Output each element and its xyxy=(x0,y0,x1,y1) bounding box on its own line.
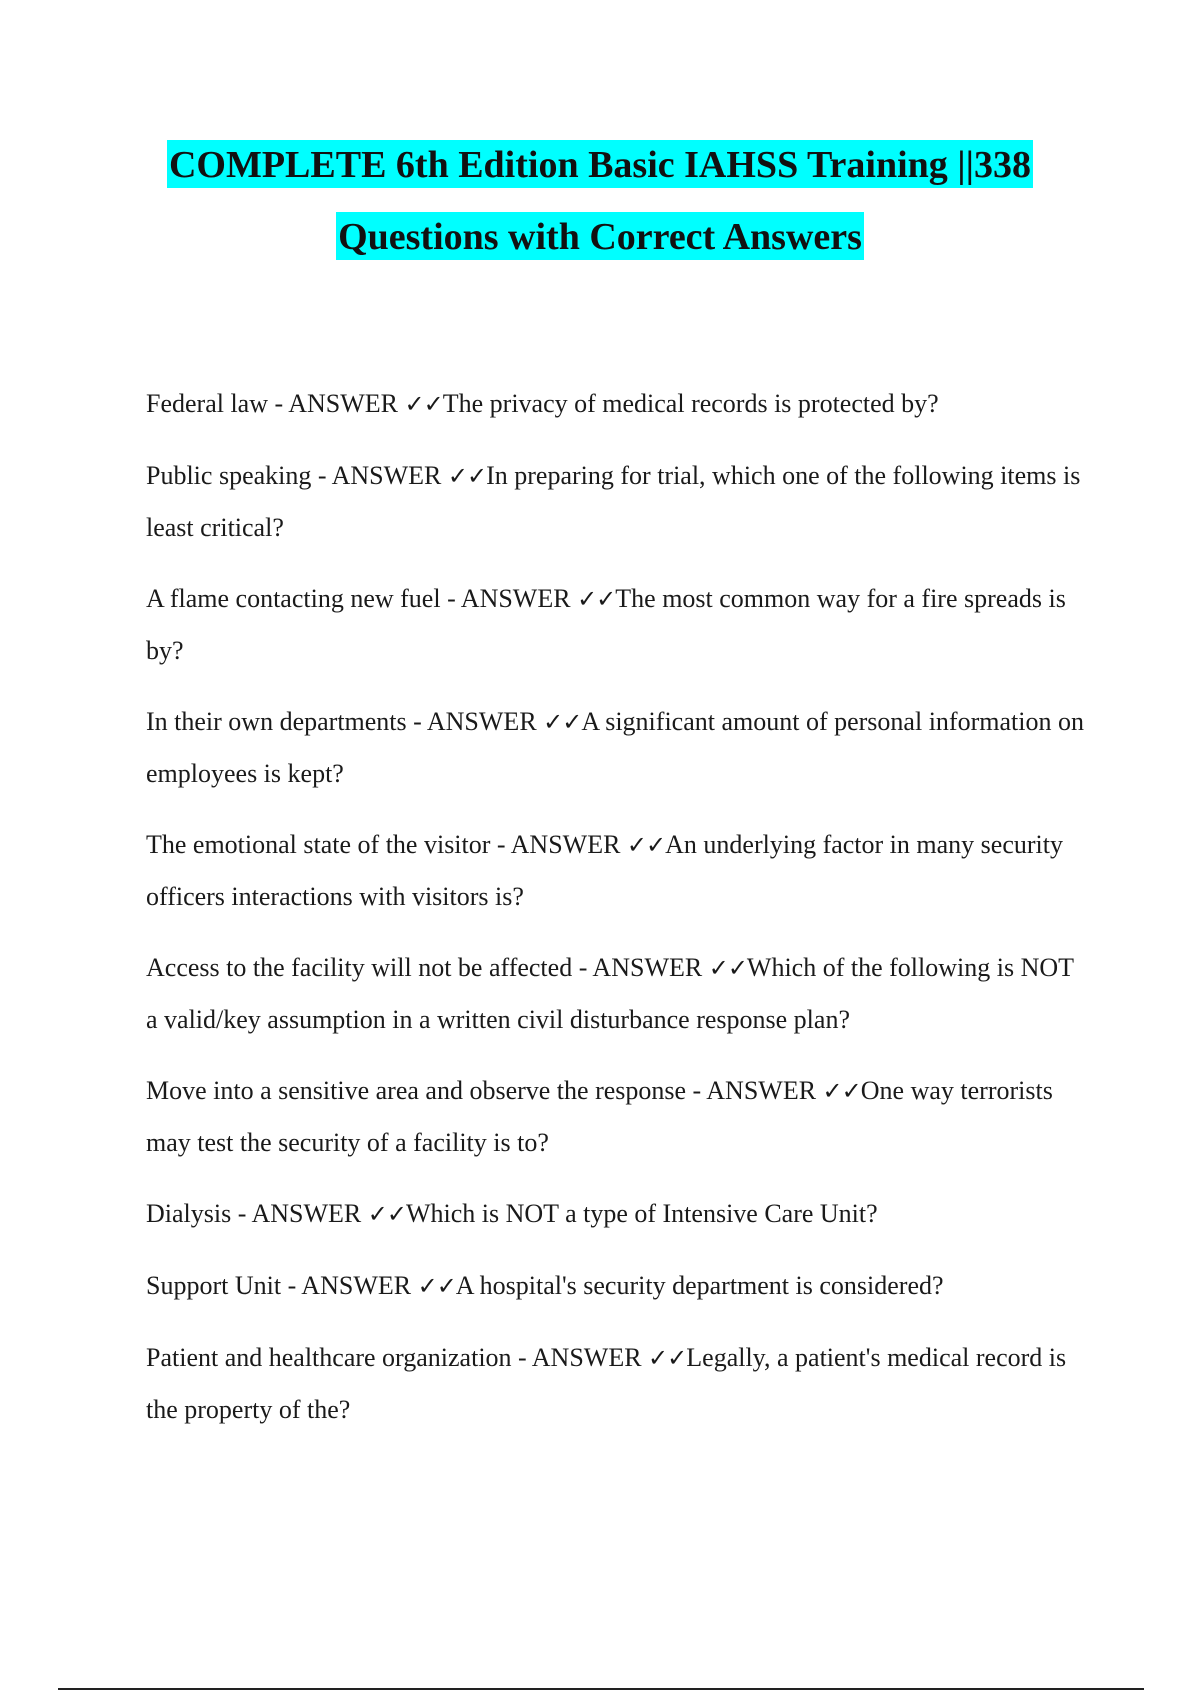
double-check-icon: ✓✓ xyxy=(648,1344,687,1372)
qa-item xyxy=(146,819,1091,922)
qa-answer: The emotional state of the visitor xyxy=(146,830,491,859)
qa-separator: - ANSWER xyxy=(274,389,399,418)
qa-question: The most common way for a fire spreads is by? xyxy=(146,584,1066,665)
double-check-icon: ✓✓ xyxy=(417,1272,456,1300)
qa-item xyxy=(146,696,1091,799)
double-check-icon: ✓✓ xyxy=(626,831,666,859)
qa-answer: Patient and healthcare organization xyxy=(146,1343,512,1372)
qa-separator: - ANSWER xyxy=(287,1271,412,1300)
qa-question: A hospital's security department is considered? xyxy=(455,1271,944,1300)
qa-item xyxy=(146,1332,1091,1435)
qa-question: An underlying factor in many security officers interactions with visitors is? xyxy=(146,830,1063,911)
double-check-icon: ✓✓ xyxy=(404,390,443,418)
qa-item xyxy=(146,1188,1091,1240)
title-line-1: COMPLETE 6th Edition Basic IAHSS Training ||338 xyxy=(167,140,1033,188)
qa-question: One way terrorists may test the security of a facility is to? xyxy=(146,1076,1053,1157)
qa-question: The privacy of medical records is protected by? xyxy=(442,389,939,418)
qa-answer: Public speaking xyxy=(146,461,312,490)
qa-item xyxy=(146,1065,1091,1168)
qa-answer: A flame contacting new fuel xyxy=(146,584,441,613)
title-line-2: Questions with Correct Answers xyxy=(336,212,864,260)
qa-answer: Move into a sensitive area and observe the response xyxy=(146,1076,687,1105)
double-check-icon: ✓✓ xyxy=(543,708,582,736)
double-check-icon: ✓✓ xyxy=(447,462,487,490)
qa-separator: - ANSWER xyxy=(518,1343,642,1372)
qa-separator: - ANSWER xyxy=(496,830,621,859)
double-check-icon: ✓✓ xyxy=(577,585,616,613)
qa-question: Legally, a patient's medical record is the property of the? xyxy=(146,1343,1067,1424)
qa-question: In preparing for trial, which one of the following items is least critical? xyxy=(146,461,1081,542)
qa-separator: - ANSWER xyxy=(317,461,442,490)
qa-question: Which is NOT a type of Intensive Care Unit? xyxy=(405,1199,878,1228)
qa-item xyxy=(146,378,1091,430)
qa-answer: Access to the facility will not be affected xyxy=(146,953,573,982)
qa-answer: Dialysis xyxy=(146,1199,232,1228)
double-check-icon: ✓✓ xyxy=(822,1077,861,1105)
qa-list xyxy=(146,378,1091,1455)
qa-separator: - ANSWER xyxy=(413,707,537,736)
double-check-icon: ✓✓ xyxy=(367,1200,406,1228)
qa-separator: - ANSWER xyxy=(578,953,703,982)
qa-separator: - ANSWER xyxy=(237,1199,362,1228)
qa-separator: - ANSWER xyxy=(692,1076,817,1105)
qa-question: A significant amount of personal information on employees is kept? xyxy=(146,707,1084,788)
qa-separator: - ANSWER xyxy=(447,584,571,613)
qa-question: Which of the following is NOT a valid/key assumption in a written civil disturbance response plan? xyxy=(146,953,1074,1034)
qa-item xyxy=(146,450,1091,553)
qa-item xyxy=(146,573,1091,676)
double-check-icon: ✓✓ xyxy=(708,954,747,982)
footer-divider xyxy=(58,1688,1144,1690)
qa-answer: In their own departments xyxy=(146,707,407,736)
qa-item xyxy=(146,1260,1091,1312)
qa-item xyxy=(146,942,1091,1045)
qa-answer: Federal law xyxy=(146,389,269,418)
document-title xyxy=(0,140,1200,260)
qa-answer: Support Unit xyxy=(146,1271,282,1300)
